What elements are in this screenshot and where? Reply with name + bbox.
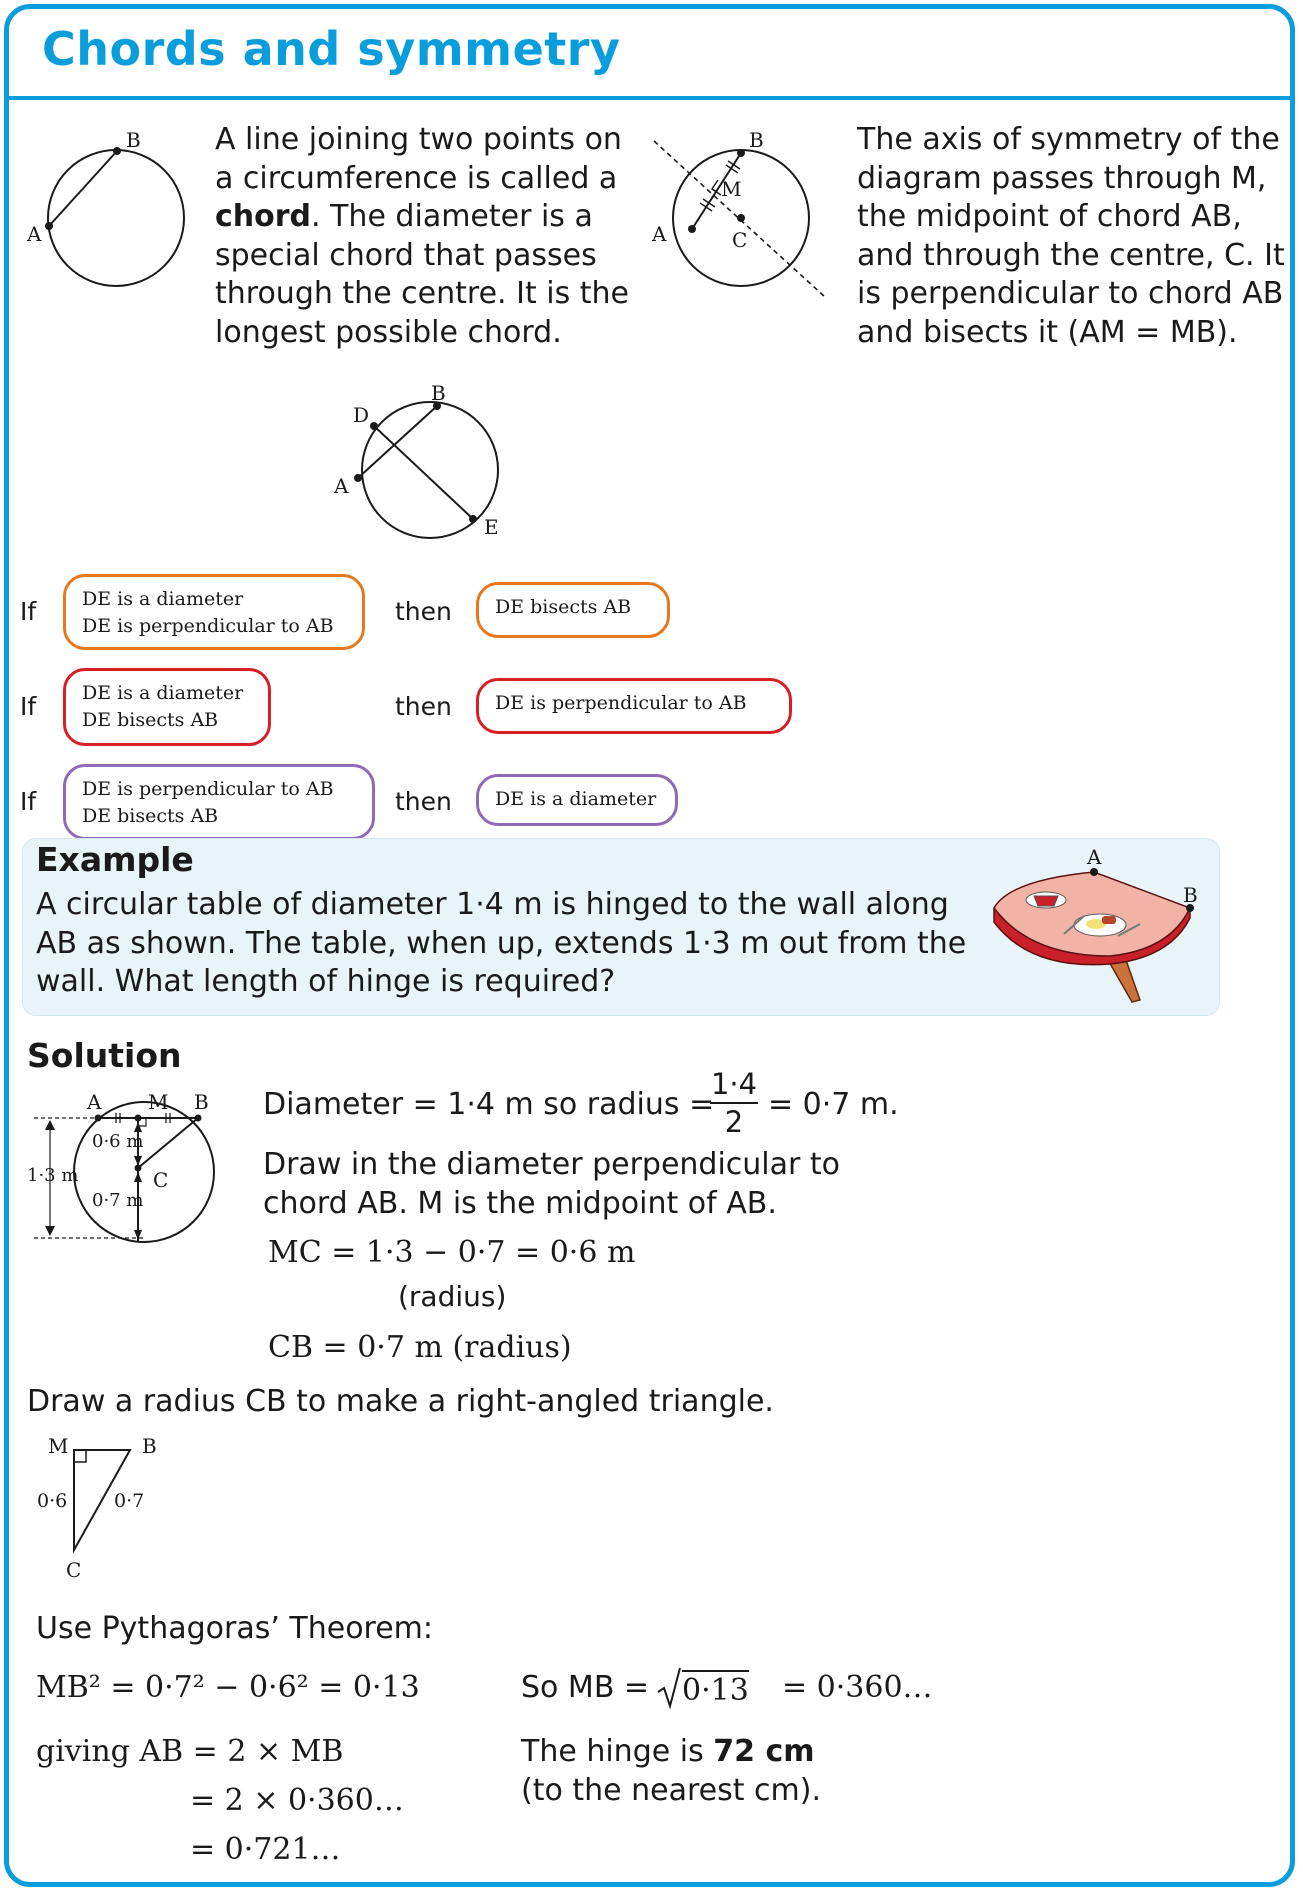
fraction-numerator: 1·4	[710, 1066, 758, 1104]
mb-squared-equation: MB² = 0·7² − 0·6² = 0·13	[36, 1670, 420, 1705]
label-c: C	[732, 228, 748, 252]
then-label-2: then	[395, 692, 452, 721]
condition-3-a: DE is perpendicular to AB	[82, 778, 334, 800]
sol-label-b: B	[194, 1090, 209, 1114]
symmetry-line-3: the midpoint of chord AB,	[857, 199, 1242, 234]
symmetry-description	[857, 121, 1287, 352]
sol-label-07: 0·7 m	[92, 1190, 144, 1211]
sqrt-value: 0·13	[682, 1670, 749, 1709]
then-label-3: then	[395, 787, 452, 816]
so-mb-label: So MB =	[521, 1670, 650, 1705]
hinge-answer-note: (to the nearest cm).	[521, 1773, 821, 1808]
if-label-1: If	[20, 597, 37, 626]
label-b-de: B	[431, 381, 446, 405]
if-label-2: If	[20, 692, 37, 721]
label-a: A	[27, 222, 42, 246]
draw-radius-line: Draw a radius CB to make a right-angled triangle.	[27, 1384, 774, 1419]
draw-diameter-line: Draw in the diameter perpendicular to	[263, 1147, 841, 1182]
radius-line-b: = 0·7 m.	[768, 1087, 899, 1122]
condition-2-a: DE is a diameter	[82, 682, 244, 704]
chord-diagram	[20, 125, 200, 295]
if-label-3: If	[20, 787, 37, 816]
label-e: E	[484, 515, 499, 539]
midpoint-line: chord AB. M is the midpoint of AB.	[263, 1186, 777, 1221]
label-d: D	[353, 403, 370, 427]
label-b: B	[126, 128, 141, 152]
result-3: DE is a diameter	[495, 788, 657, 810]
mc-note: (radius)	[398, 1280, 507, 1313]
condition-3-b: DE bisects AB	[82, 805, 219, 827]
result-2: DE is perpendicular to AB	[495, 692, 747, 714]
example-line-3: wall. What length of hinge is required?	[36, 964, 616, 999]
sol-label-m: M	[148, 1090, 169, 1114]
so-mb-result: = 0·360…	[782, 1670, 933, 1705]
example-line-1: A circular table of diameter 1·4 m is hinged to the wall along	[36, 887, 949, 922]
condition-box-3	[63, 764, 375, 840]
condition-1-b: DE is perpendicular to AB	[82, 615, 334, 637]
result-box-3	[476, 774, 678, 826]
giving-line-3: = 0·721…	[190, 1832, 341, 1867]
symmetry-diagram	[640, 125, 840, 305]
sol-label-13: 1·3 m	[27, 1165, 79, 1186]
symmetry-line-4: and through the centre, C. It	[857, 237, 1285, 273]
symmetry-line-5: is perpendicular to chord AB	[857, 276, 1284, 311]
chord-line-3-rest: . The diameter is a	[311, 199, 593, 234]
symmetry-line-6: and bisects it (AM = MB).	[857, 314, 1238, 350]
symmetry-line-2: diagram passes through M,	[857, 160, 1267, 196]
hinge-answer-prefix: The hinge is	[521, 1734, 704, 1769]
condition-box-1	[63, 574, 365, 650]
example-heading: Example	[36, 840, 194, 879]
giving-line-1: giving AB = 2 × MB	[36, 1734, 344, 1769]
title-rule	[4, 96, 1295, 100]
radius-line-a: Diameter = 1·4 m so radius =	[263, 1087, 715, 1122]
tri-label-m: M	[48, 1434, 69, 1458]
hinged-table-illustration	[990, 860, 1210, 1010]
symmetry-line-1: The axis of symmetry of the	[857, 122, 1280, 157]
radius-fraction	[710, 1066, 758, 1140]
result-box-1	[476, 582, 670, 638]
table-label-b: B	[1183, 883, 1198, 907]
chord-term: chord	[215, 199, 312, 234]
chord-line-3	[215, 198, 635, 237]
chord-line-1: A line joining two points on	[215, 122, 622, 157]
then-label-1: then	[395, 597, 452, 626]
example-line-2: AB as shown. The table, when up, extends 1·3 m out from the	[36, 925, 967, 961]
example-text	[36, 886, 976, 1002]
sol-label-c: C	[153, 1168, 169, 1192]
chord-line-5: through the centre. It is the	[215, 276, 629, 311]
sol-label-a: A	[87, 1090, 102, 1114]
hinge-answer-value: 72 cm	[713, 1734, 815, 1769]
tri-label-b: B	[142, 1434, 157, 1458]
chord-line-6: longest possible chord.	[215, 314, 562, 350]
cb-equation: CB = 0·7 m (radius)	[268, 1330, 572, 1365]
label-a-de: A	[334, 474, 349, 498]
label-a-sym: A	[652, 222, 667, 246]
chord-line-2: a circumference is called a	[215, 160, 618, 196]
chord-description	[215, 121, 635, 352]
result-1: DE bisects AB	[495, 596, 632, 618]
chord-line-4: special chord that passes	[215, 237, 597, 273]
condition-1-a: DE is a diameter	[82, 588, 244, 610]
hinge-answer	[521, 1734, 815, 1769]
condition-2-b: DE bisects AB	[82, 709, 219, 731]
tri-label-07: 0·7	[114, 1490, 145, 1512]
mc-equation: MC = 1·3 − 0·7 = 0·6 m	[268, 1235, 636, 1270]
giving-line-2: = 2 × 0·360…	[190, 1783, 404, 1818]
solution-heading: Solution	[27, 1036, 182, 1075]
label-b-sym: B	[749, 128, 764, 152]
label-m: M	[721, 177, 742, 201]
page-title: Chords and symmetry	[42, 22, 621, 76]
condition-box-2	[63, 668, 271, 746]
table-label-a: A	[1087, 845, 1102, 869]
sol-label-06: 0·6 m	[92, 1131, 144, 1152]
fraction-denominator: 2	[724, 1105, 744, 1139]
result-box-2	[476, 678, 792, 734]
tri-label-c: C	[66, 1558, 82, 1582]
pythagoras-heading: Use Pythagoras’ Theorem:	[36, 1611, 434, 1646]
tri-label-06: 0·6	[37, 1490, 68, 1512]
sqrt-sign	[656, 1666, 682, 1710]
